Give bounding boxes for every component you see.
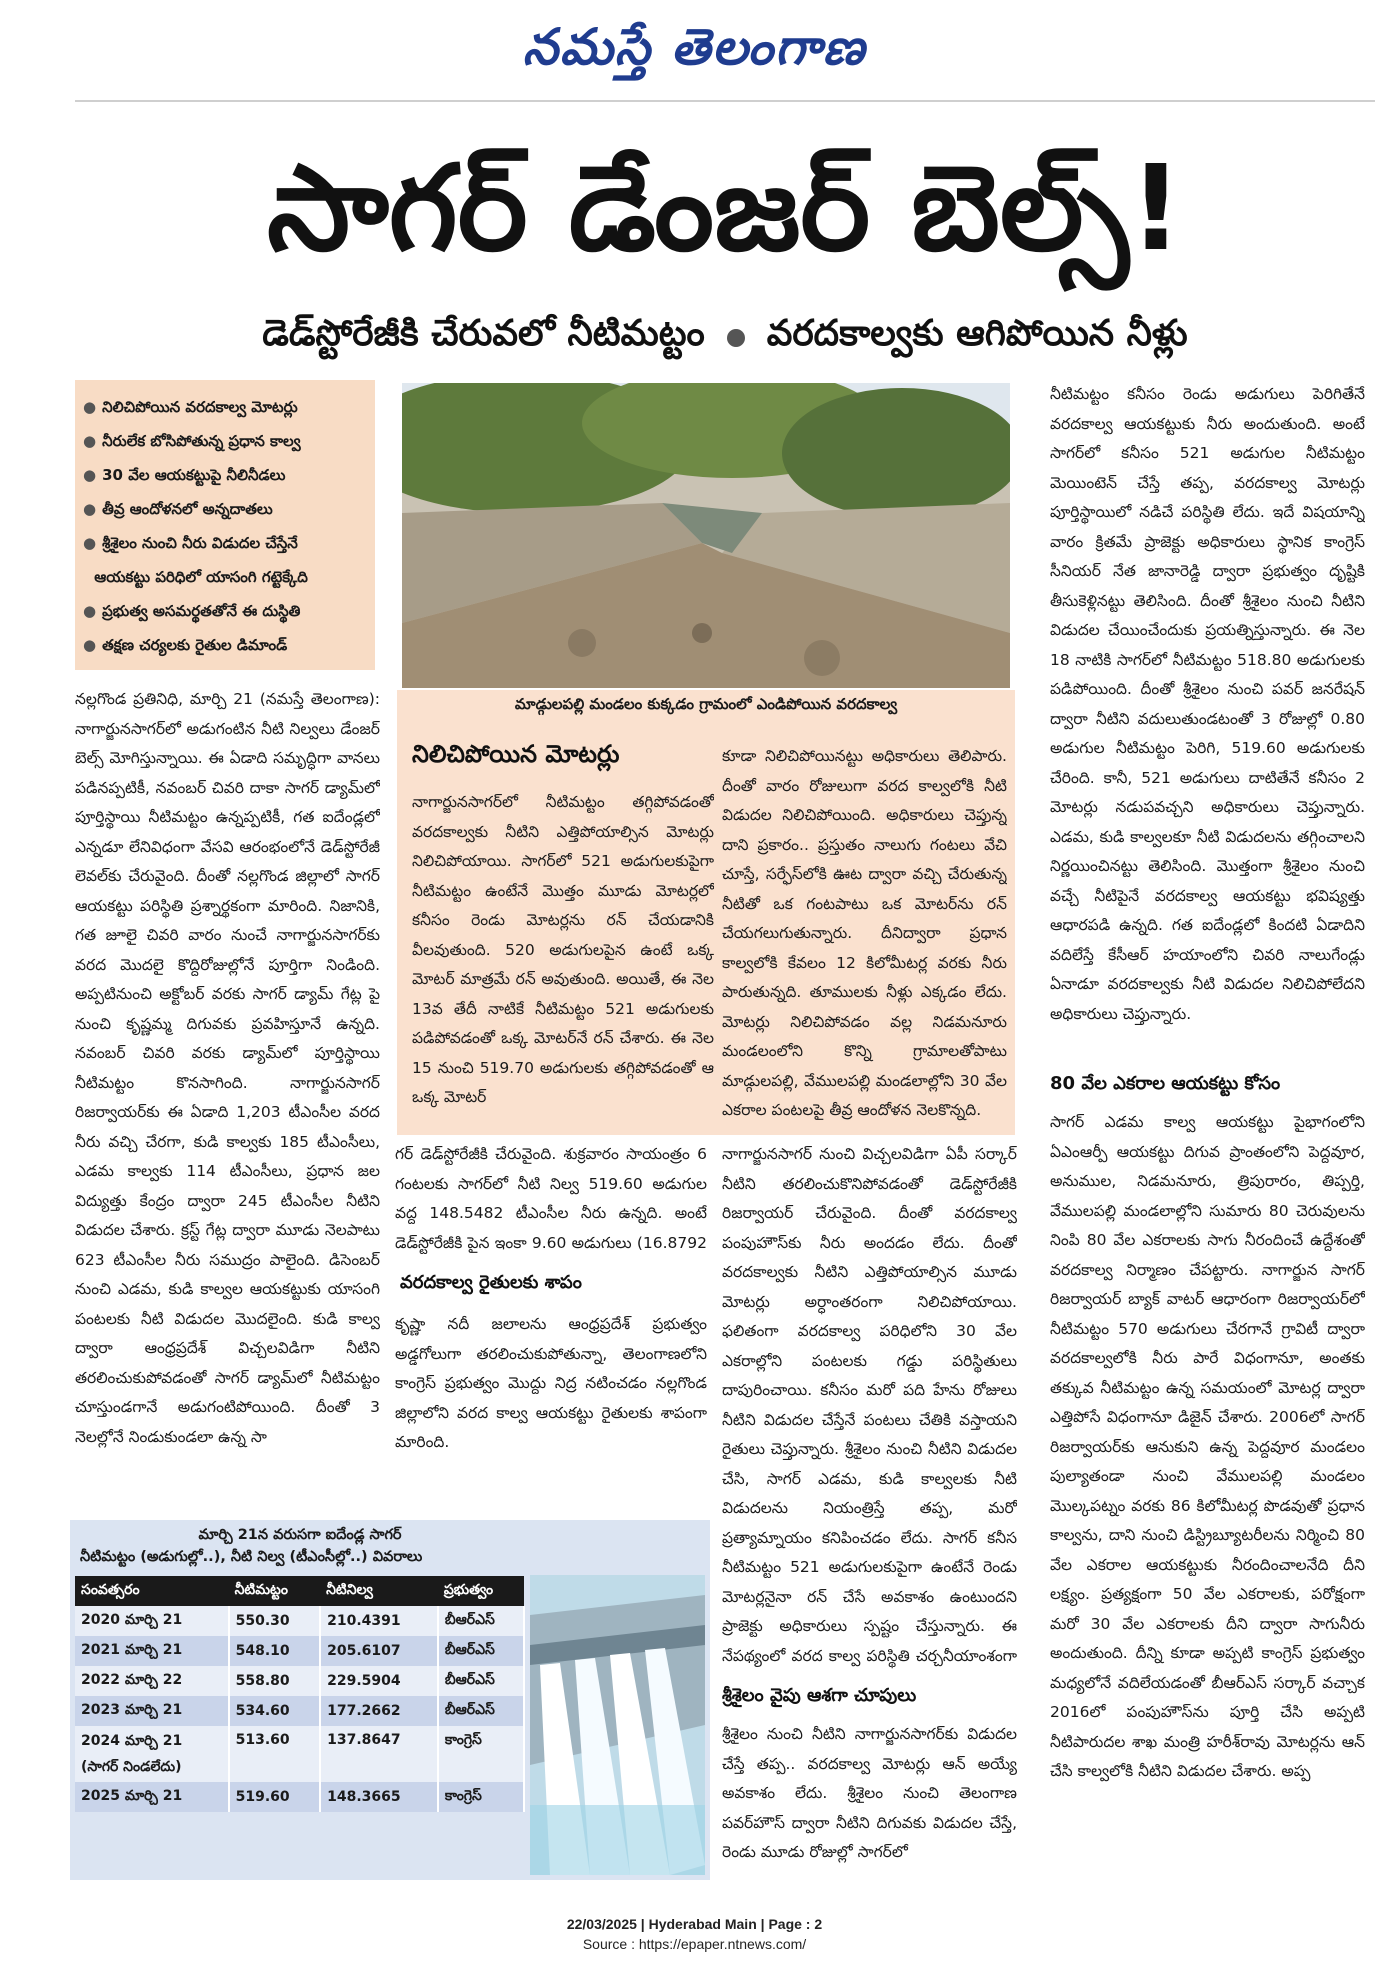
table-header: సంవత్సరం	[75, 1576, 229, 1606]
table-cell-year: 2021 మార్చి 21	[75, 1636, 229, 1666]
highlights-box	[75, 380, 375, 670]
table-cell-storage: 210.4391	[320, 1606, 438, 1636]
table-cell-gov: బీఆర్ఎస్	[438, 1666, 524, 1696]
table-row	[75, 1666, 524, 1696]
section-heading-ayacut: 80 వేల ఎకరాల ఆయకట్టు కోసం	[1050, 1073, 1281, 1094]
dam-photo	[530, 1575, 705, 1875]
highlight-item: ● శ్రీశైలం నుంచి నీరు విడుదల చేస్తేనే	[83, 534, 298, 552]
table-cell-gov: బీఆర్ఎస్	[438, 1606, 524, 1636]
table-title-line1: మార్చి 21న వరుసగా ఐదేండ్ల సాగర్	[198, 1527, 402, 1543]
bullet-icon: ●	[83, 534, 97, 552]
table-cell-storage: 137.8647	[320, 1726, 438, 1782]
section-ayacut-body: సాగర్ ఎడమ కాల్వ ఆయకట్టు పైభాగంలోని ఏఎంఆర్పీ ఆయకట్టు దిగువ ప్రాంతంలోని పెద్దవూర, అనుముల, నిడమనూరు, త్రిపురారం, తిప్పర్తి, వేములపల్లి మండలాల్లోని సుమారు 80 చెరువులను నింపి 80 వేల ఎకరాలకు సాగు నీరందించే ఉద్దేశంతో వరదకాల్వ నిర్మాణం చేపట్టారు. నాగార్జున సాగర్ రిజర్వాయర్ బ్యాక్ వాటర్ ఆధారంగా రిజర్వాయర్‌లో నీటిమట్టం 570 అడుగులు చేరగానే గ్రావిటీ ద్వారా వరదకాల్వలోకి నీరు పారే విధంగానూ, అంతకు తక్కువ నీటిమట్టం ఉన్న సమయంలో మోటర్ల ద్వారా ఎత్తిపోసే విధంగానూ డిజైన్ చేశారు. 2006లో సాగర్ రిజర్వాయర్‌కు ఆనుకుని ఉన్న పెద్దవూర మండలం పుల్యాతండా నుంచి వేములపల్లి మండలం మొల్కపట్నం వరకు 86 కిలోమీటర్ల పొడవుతో ప్రధాన కాల్వను, దాని నుంచి డిస్ట్రిబ్యూటరీలను నిర్మించి 80 వేల ఎకరాల ఆయకట్టుకు నీరందించాలనేది దీని లక్ష్యం. ప్రత్యక్షంగా 50 వేల ఎకరాలకు, పరోక్షంగా మరో 30 వేల ఎకరాలకు దీని ద్వారా సాగునీరు అందుతుంది. దీన్ని కూడా అప్పటి కాంగ్రెస్ ప్రభుత్వం మధ్యలోనే వదిలేయడంతో బీఆర్ఎస్ సర్కార్ వచ్చాక 2016లో పంపుహౌస్‌ను పూర్తి చేసి అప్పటి నీటిపారుదల శాఖ మంత్రి హరీశ్‌రావు మోటర్లను ఆన్ చేసి కాల్వలోకి నీటిని విడుదల చేశారు. అప్ప	[1050, 1113, 1365, 1780]
section-heading-srisailam: శ్రీశైలం వైపు ఆశగా చూపులు	[722, 1685, 917, 1706]
table-row	[75, 1696, 524, 1726]
table-header-row	[75, 1576, 524, 1606]
bullet-icon: ●	[83, 466, 97, 484]
bullet-icon	[83, 568, 88, 586]
table-cell-storage: 205.6107	[320, 1636, 438, 1666]
article-column-1: నల్లగొండ ప్రతినిధి, మార్చి 21 (నమస్తే తెలంగాణ): నాగార్జునసాగర్‌లో అడుగంటిన నీటి నిల్వలు డేంజర్ బెల్స్ మోగిస్తున్నాయి. ఈ ఏడాది సమృద్ధిగా వానలు పడినప్పటికీ, నవంబర్ చివరి దాకా సాగర్ డ్యామ్‌లో పూర్తిస్థాయి నీటిమట్టం ఉన్నప్పటికీ, గత ఐదేండ్లలో ఎన్నడూ లేనివిధంగా వేసవి ఆరంభంలోనే డెడ్‌స్టోరేజీ లెవల్‌కు చేరువైంది. దీంతో నల్లగొండ జిల్లాలో సాగర్ ఆయకట్టు పరిస్థితి ప్రశ్నార్థకంగా మారింది. నిజానికి, గత జూలై చివరి వారం నుంచే నాగార్జునసాగర్‌కు వరద మొదలై కొద్దిరోజుల్లోనే పూర్తిగా నిండింది. అప్పటినుంచి అక్టోబర్ వరకు సాగర్ డ్యామ్ గేట్ల పై నుంచి కృష్ణమ్మ దిగువకు ప్రవహిస్తూనే ఉన్నది. నవంబర్ చివరి వరకు డ్యామ్‌లో పూర్తిస్థాయి నీటిమట్టం కొనసాగింది. నాగార్జునసాగర్ రిజర్వాయర్‌కు ఈ ఏడాది 1,203 టీఎంసీల వరద నీరు వచ్చి చేరగా, కుడి కాల్వకు 185 టీఎంసీలు, ఎడమ కాల్వకు 114 టీఎంసీలు, ప్రధాన జల విద్యుత్తు కేంద్రం ద్వారా 245 టీఎంసీల నీటిని విడుదల చేశారు. క్రస్ట్ గేట్ల ద్వారా మూడు నెలపాటు 623 టీఎంసీల నీరు సముద్రం పాలైంది. డిసెంబర్ నుంచి ఎడమ, కుడి కాల్వల ఆయకట్టుకు యాసంగి పంటలకు నీటి విడుదల మొదలైంది. కుడి కాల్వ ద్వారా ఆంధ్రప్రదేశ్ విచ్చలవిడిగా నీటిని తరలించుకుపోవడంతో సాగర్ డ్యామ్‌లో నీటిమట్టం చూస్తుండగానే అడుగంటిపోయింది. దీంతో 3 నెలల్లోనే నిండుకుండలా ఉన్న సా	[75, 690, 380, 1446]
bullet-icon: ●	[83, 500, 97, 518]
dry-canal-photo	[402, 383, 1010, 688]
table-cell-gov: బీఆర్ఎస్	[438, 1636, 524, 1666]
headline: సాగర్ డేంజర్ బెల్స్!	[267, 139, 1183, 277]
table-cell-level: 548.10	[229, 1636, 321, 1666]
table-title-line2: నీటిమట్టం (అడుగుల్లో..), నీటి నిల్వ (టీఎంసీల్లో..) వివరాలు	[80, 1549, 423, 1565]
table-cell-year-text: 2024 మార్చి 21	[81, 1733, 183, 1749]
table-cell-gov: కాంగ్రెస్	[438, 1726, 524, 1782]
table-cell-year: 2020 మార్చి 21	[75, 1606, 229, 1636]
subheadline	[75, 308, 1375, 368]
table-header: ప్రభుత్వం	[438, 1576, 524, 1606]
highlight-item: ● నిలిచిపోయిన వరదకాల్వ మోటర్లు	[83, 398, 298, 416]
bullet-icon: ●	[83, 432, 97, 450]
bullet-icon: ●	[83, 602, 97, 620]
table-title	[80, 1524, 520, 1568]
highlight-item: ● 30 వేల ఆయకట్టుపై నీలినీడలు	[83, 466, 286, 484]
table-header: నీటిమట్టం	[229, 1576, 321, 1606]
table-cell-level: 513.60	[229, 1726, 321, 1782]
table-cell-level: 550.30	[229, 1606, 321, 1636]
section-heading-curse: వరదకాల్వ రైతులకు శాపం	[400, 1272, 582, 1293]
article-column-2b: గర్ డెడ్‌స్టోరేజీకి చేరువైంది. శుక్రవారం సాయంత్రం 6 గంటలకు సాగర్‌లో నీటి నిల్వ 519.60 అడుగుల వద్ద 148.5482 టీఎంసీల నీరు ఉన్నది. అంటే డెడ్‌స్టోరేజీకి పైన ఇంకా 9.60 అడుగులు (16.8792	[395, 1145, 707, 1252]
section-motors-body-b: కూడా నిలిచిపోయినట్టు అధికారులు తెలిపారు. దీంతో వారం రోజులుగా వరద కాల్వలోకి నీటి విడుదల నిలిచిపోయింది. అధికారులు చెప్తున్న దాని ప్రకారం.. ప్రస్తుతం నాలుగు గంటలు వేచి చూస్తే, సర్ఫేస్‌లోకి ఊట ద్వారా వచ్చి చేరుతున్న నీటితో ఒక గంటపాటు ఒక మోటర్‌ను రన్ చేయగలుగుతున్నారు. దీనిద్వారా ప్రధాన కాల్వలోకి కేవలం 12 కిలోమీటర్ల వరకు నీరు పారుతున్నది. తూములకు నీళ్లు ఎక్కడం లేదు. మోటర్లు నిలిచిపోవడం వల్ల నిడమనూరు మండలంలోని కొన్ని గ్రామాలతోపాటు మాడ్గులపల్లి, వేములపల్లి మండలాల్లోని 30 వేల ఎకరాల పంటలపై తీవ్ర ఆందోళన నెలకొన్నది.	[722, 747, 1007, 1119]
table-cell-year: 2022 మార్చి 22	[75, 1666, 229, 1696]
table-cell-year: 2025 మార్చి 21	[75, 1782, 229, 1812]
table-cell-storage: 177.2662	[320, 1696, 438, 1726]
highlight-item: ● తక్షణ చర్యలకు రైతుల డిమాండ్	[83, 636, 288, 654]
table-cell-storage: 148.3665	[320, 1782, 438, 1812]
table-cell-gov: బీఆర్ఎస్	[438, 1696, 524, 1726]
footer-source: Source : https://epaper.ntnews.com/	[582, 1936, 807, 1952]
table-cell-year: 2023 మార్చి 21	[75, 1696, 229, 1726]
highlight-item: ● నీరులేక బోసిపోతున్న ప్రధాన కాల్వ	[83, 432, 301, 450]
highlight-item: ● తీవ్ర ఆందోళనలో అన్నదాతలు	[83, 500, 273, 518]
section-curse-body: కృష్ణా నదీ జలాలను ఆంధ్రప్రదేశ్ ప్రభుత్వం అడ్డగోలుగా తరలించుకుపోతున్నా, తెలంగాణలోని కాంగ్రెస్ ప్రభుత్వం మొద్దు నిద్ర నటించడం నల్లగొండ జిల్లాలోని వరద కాల్వ ఆయకట్టు రైతులకు శాపంగా మారింది.	[395, 1315, 707, 1451]
masthead-rule	[75, 100, 1375, 102]
table-cell-level: 558.80	[229, 1666, 321, 1696]
table-cell-storage: 229.5904	[320, 1666, 438, 1696]
section-motors-body-a: నాగార్జునసాగర్‌లో నీటిమట్టం తగ్గిపోవడంతో వరదకాల్వకు నీటిని ఎత్తిపోయాల్సిన మోటర్లు నిలిచిపోయాయి. సాగర్‌లో 521 అడుగులకుపైగా నీటిమట్టం ఉంటేనే మొత్తం మూడు మోటర్లలో కనీసం రెండు మోటర్లను రన్ చేయడానికి వీలవుతుంది. 520 అడుగులపైన ఉంటే ఒక్క మోటర్ మాత్రమే రన్ అవుతుంది. అయితే, ఈ నెల 13వ తేదీ నాటికే నీటిమట్టం 521 అడుగులకు పడిపోవడంతో ఒక్క మోటర్‌నే రన్ చేశారు. ఈ నెల 15 నుంచి 519.70 అడుగులకు తగ్గిపోవడంతో ఆ ఒక్క మోటర్	[412, 793, 714, 1106]
table-cell-level: 519.60	[229, 1782, 321, 1812]
table-row	[75, 1606, 524, 1636]
article-column-3b: నాగార్జునసాగర్ నుంచి విచ్చలవిడిగా ఏపీ సర్కార్ నీటిని తరలించుకొనిపోవడంతో డెడ్‌స్టోరేజీకి రిజర్వాయర్ చేరువైంది. దీంతో వరదకాల్వ పంపుహౌస్‌కు నీరు అందడం లేదు. దీంతో వరదకాల్వకు నీటిని ఎత్తిపోయాల్సిన మూడు మోటర్లు అర్ధాంతరంగా నిలిచిపోయాయి. ఫలితంగా వరదకాల్వ పరిధిలోని 30 వేల ఎకరాల్లోని పంటలకు గడ్డు పరిస్థితులు దాపురించాయి. కనీసం మరో పది హేను రోజులు నీటిని విడుదల చేస్తేనే పంటలు చేతికి వస్తాయని రైతులు చెప్తున్నారు. శ్రీశైలం నుంచి నీటిని విడుదల చేసి, సాగర్ ఎడమ, కుడి కాల్వలకు నీటి విడుదలను నియంత్రిస్తే తప్ప, మరో ప్రత్యామ్నాయం కనిపించడం లేదు. సాగర్ కనీస నీటిమట్టం 521 అడుగులకుపైగా ఉంటేనే రెండు మోటర్లనైనా రన్ చేసే అవకాశం ఉంటుందని ప్రాజెక్టు అధికారులు స్పష్టం చేస్తున్నారు. ఈ నేపథ్యంలో వరద కాల్వ పరిస్థితి చర్చనీయాంశంగా	[722, 1145, 1017, 1665]
section-srisailam-body: శ్రీశైలం నుంచి నీటిని నాగార్జునసాగర్‌కు విడుదల చేస్తే తప్ప.. వరదకాల్వ మోటర్లు ఆన్ అయ్యే అవకాశం లేదు. శ్రీశైలం నుంచి తెలంగాణ పవర్‌హౌస్ ద్వారా నీటిని దిగువకు విడుదల చేస్తే, రెండు మూడు రోజుల్లో సాగర్‌లో	[722, 1725, 1017, 1861]
subhead-right: వరదకాల్వకు ఆగిపోయిన నీళ్లు	[766, 313, 1188, 354]
article-column-4a: నీటిమట్టం కనీసం రెండు అడుగులు పెరిగితేనే వరదకాల్వ ఆయకట్టుకు నీరు అందుతుంది. అంటే సాగర్‌లో కనీసం 521 అడుగుల నీటిమట్టం మెయింటెన్ చేస్తే తప్ప, వరదకాల్వ మోటర్లు పూర్తిస్థాయిలో నడిచే పరిస్థితి లేదు. ఇదే విషయాన్ని వారం క్రితమే ప్రాజెక్టు అధికారులు స్థానిక కాంగ్రెస్ సీనియర్ నేత జానారెడ్డి ద్వారా ప్రభుత్వం దృష్టికి తీసుకెళ్లినట్టు తెలిసింది. దీంతో శ్రీశైలం నుంచి నీటిని విడుదల చేయించేందుకు ప్రయత్నిస్తున్నారు. ఈ నెల 18 నాటికి సాగర్‌లో నీటిమట్టం 518.80 అడుగులకు పడిపోయింది. దీంతో శ్రీశైలం నుంచి పవర్ జనరేషన్ ద్వారా నీటిని వదులుతుండటంతో 3 రోజుల్లో 0.80 అడుగుల నీటిమట్టం పెరిగి, 519.60 అడుగులకు చేరింది. కానీ, 521 అడుగులు దాటితేనే కనీసం 2 మోటర్లు నడుపవచ్చని అధికారులు చెప్తున్నారు. ఎడమ, కుడి కాల్వలకూ నీటి విడుదలను తగ్గించాలని నిర్ణయించినట్టు తెలిసింది. మొత్తంగా శ్రీశైలం నుంచి వచ్చే నీటిపైనే వరదకాల్వ ఆయకట్టు భవిష్యత్తు ఆధారపడి ఉన్నది. గత ఐదేండ్లలో కింద‌టి ఏడాదిని వదిలేస్తే కేసీఆర్ హయాంలోని చివరి నాలుగేండ్లు ఏనాడూ వరదకాల్వకు నీటి విడుదల నిలిచిపోలేదని అధికారులు చెప్తున్నారు.	[1050, 385, 1365, 1023]
table-row	[75, 1726, 524, 1782]
bullet-icon: ●	[83, 636, 97, 654]
table-header: నీటినిల్వ	[320, 1576, 438, 1606]
table-row	[75, 1782, 524, 1812]
table-cell-year	[75, 1726, 229, 1782]
photo-caption: మాడ్గులపల్లి మండలం కుక్కడం గ్రామంలో ఎండిపోయిన వరదకాల్వ	[514, 695, 898, 713]
table-cell-level: 534.60	[229, 1696, 321, 1726]
table-cell-note: (సాగర్ నిండలేదు)	[81, 1759, 182, 1775]
bullet-icon: ●	[83, 398, 97, 416]
bullet-icon	[727, 329, 745, 347]
subhead-left: డెడ్‌స్టోరేజీకి చేరువలో నీటిమట్టం	[262, 313, 705, 354]
section-heading-motors: నిలిచిపోయిన మోటర్లు	[412, 740, 620, 768]
masthead-logo: నమస్తే తెలంగాణ	[522, 18, 867, 76]
page-footer	[0, 1914, 1389, 1954]
table-cell-gov: కాంగ్రెస్	[438, 1782, 524, 1812]
highlight-item: ఆయకట్టు పరిధిలో యాసంగి గట్టెక్కేది	[83, 560, 367, 594]
highlight-item: ● ప్రభుత్వ అసమర్థతతోనే ఈ దుస్థితి	[83, 602, 301, 620]
water-level-table	[75, 1576, 525, 1812]
footer-dateline: 22/03/2025 | Hyderabad Main | Page : 2	[566, 1916, 823, 1932]
table-row	[75, 1636, 524, 1666]
